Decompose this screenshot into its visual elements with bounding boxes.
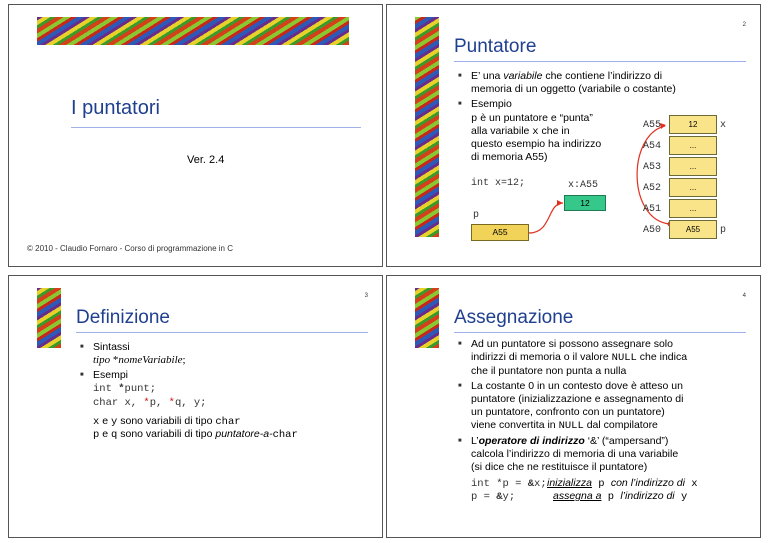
bullet-syntax: ■ Sintassi [93,341,130,354]
slide-2 [386,4,761,267]
footer-copyright: © 2010 - Claudio Fornaro - Corso di programmazione in C [27,244,233,253]
code-example-2: p = &y; assegna a p l’indirizzo di y [471,490,688,503]
slide-title: Definizione [76,307,170,328]
bullet-assignable-values: ■ Ad un puntatore si possono assegnare solo indirizzi di memoria o il valore NULL che indica che il puntatore non punta a nulla [471,338,687,378]
title-rule [71,127,361,128]
memory-address: A55 [643,120,662,131]
slide-number: 4 [742,293,746,299]
slide-1 [8,4,383,267]
memory-address: A54 [643,141,662,152]
bullet-examples: ■ Esempi [93,369,128,382]
slide-title: I puntatori [71,97,160,119]
memory-cell: ... [669,178,717,197]
title-rule [76,332,368,333]
bullet-null-constant: ■ La costante 0 in un contesto dove è atteso un puntatore (inizializzazione e assegnamento di un puntatore, confronto con un puntatore) viene convertita in NULL dal compilatore [471,380,683,433]
bullet-example: ■ Esempio [471,98,512,111]
memory-var-name: x [720,120,727,131]
syntax-line: tipo *nomeVariabile; [93,354,186,366]
bullet-definition: ■ E’ una variabile che contiene l’indirizzo di memoria di un oggetto (variabile o costante) [471,70,676,96]
slide-title: Assegnazione [454,307,574,328]
x-label: x:A55 [568,180,599,191]
memory-address: A53 [643,162,662,173]
decorative-side-image [415,288,439,348]
slide-3 [8,275,383,538]
memory-var-name: p [720,225,727,236]
memory-cell: ... [669,199,717,218]
slide-title: Puntatore [454,36,537,57]
memory-address: A51 [643,204,662,215]
memory-address: A50 [643,225,662,236]
version-label: Ver. 2.4 [187,154,225,166]
explanation-line-2: p e q sono variabili di tipo puntatore-a-char [93,428,298,441]
code-declaration: int x=12; [471,178,526,189]
arrow-p-to-x [529,203,563,233]
slide-number: 3 [364,293,368,299]
explanation-line-1: x e y sono variabili di tipo char [93,415,241,428]
example-line-2: alla variabile x che in [471,125,570,138]
p-value-box: A55 [471,224,529,241]
example-line-4: di memoria A55) [471,151,548,163]
decorative-banner-image [37,17,349,45]
title-rule [454,332,746,333]
example-line-3: questo esempio ha indirizzo [471,138,602,150]
code-example-1: int *p = &x; inizializza p con l’indirizzo di x [471,477,698,490]
decorative-side-image [37,288,61,348]
code-line-1: int *punt; [93,383,157,395]
p-label: p [473,210,480,221]
memory-cell: ... [669,136,717,155]
memory-cell: 12 [669,115,717,134]
slide-number: 2 [742,22,746,28]
memory-address: A52 [643,183,662,194]
bullet-address-operator: ■ L’operatore di indirizzo ‘&’ (“ampersand”) calcola l’indirizzo di memoria di una variabile (si dice che ne restituisce il puntatore) [471,435,678,474]
code-line-2: char x, *p, *q, y; [93,397,207,409]
x-value-box: 12 [564,195,606,211]
example-line-1: p è un puntatore e “punta” [471,112,593,125]
memory-cell: A55 [669,220,717,239]
slide-4 [386,275,761,538]
memory-cell: ... [669,157,717,176]
